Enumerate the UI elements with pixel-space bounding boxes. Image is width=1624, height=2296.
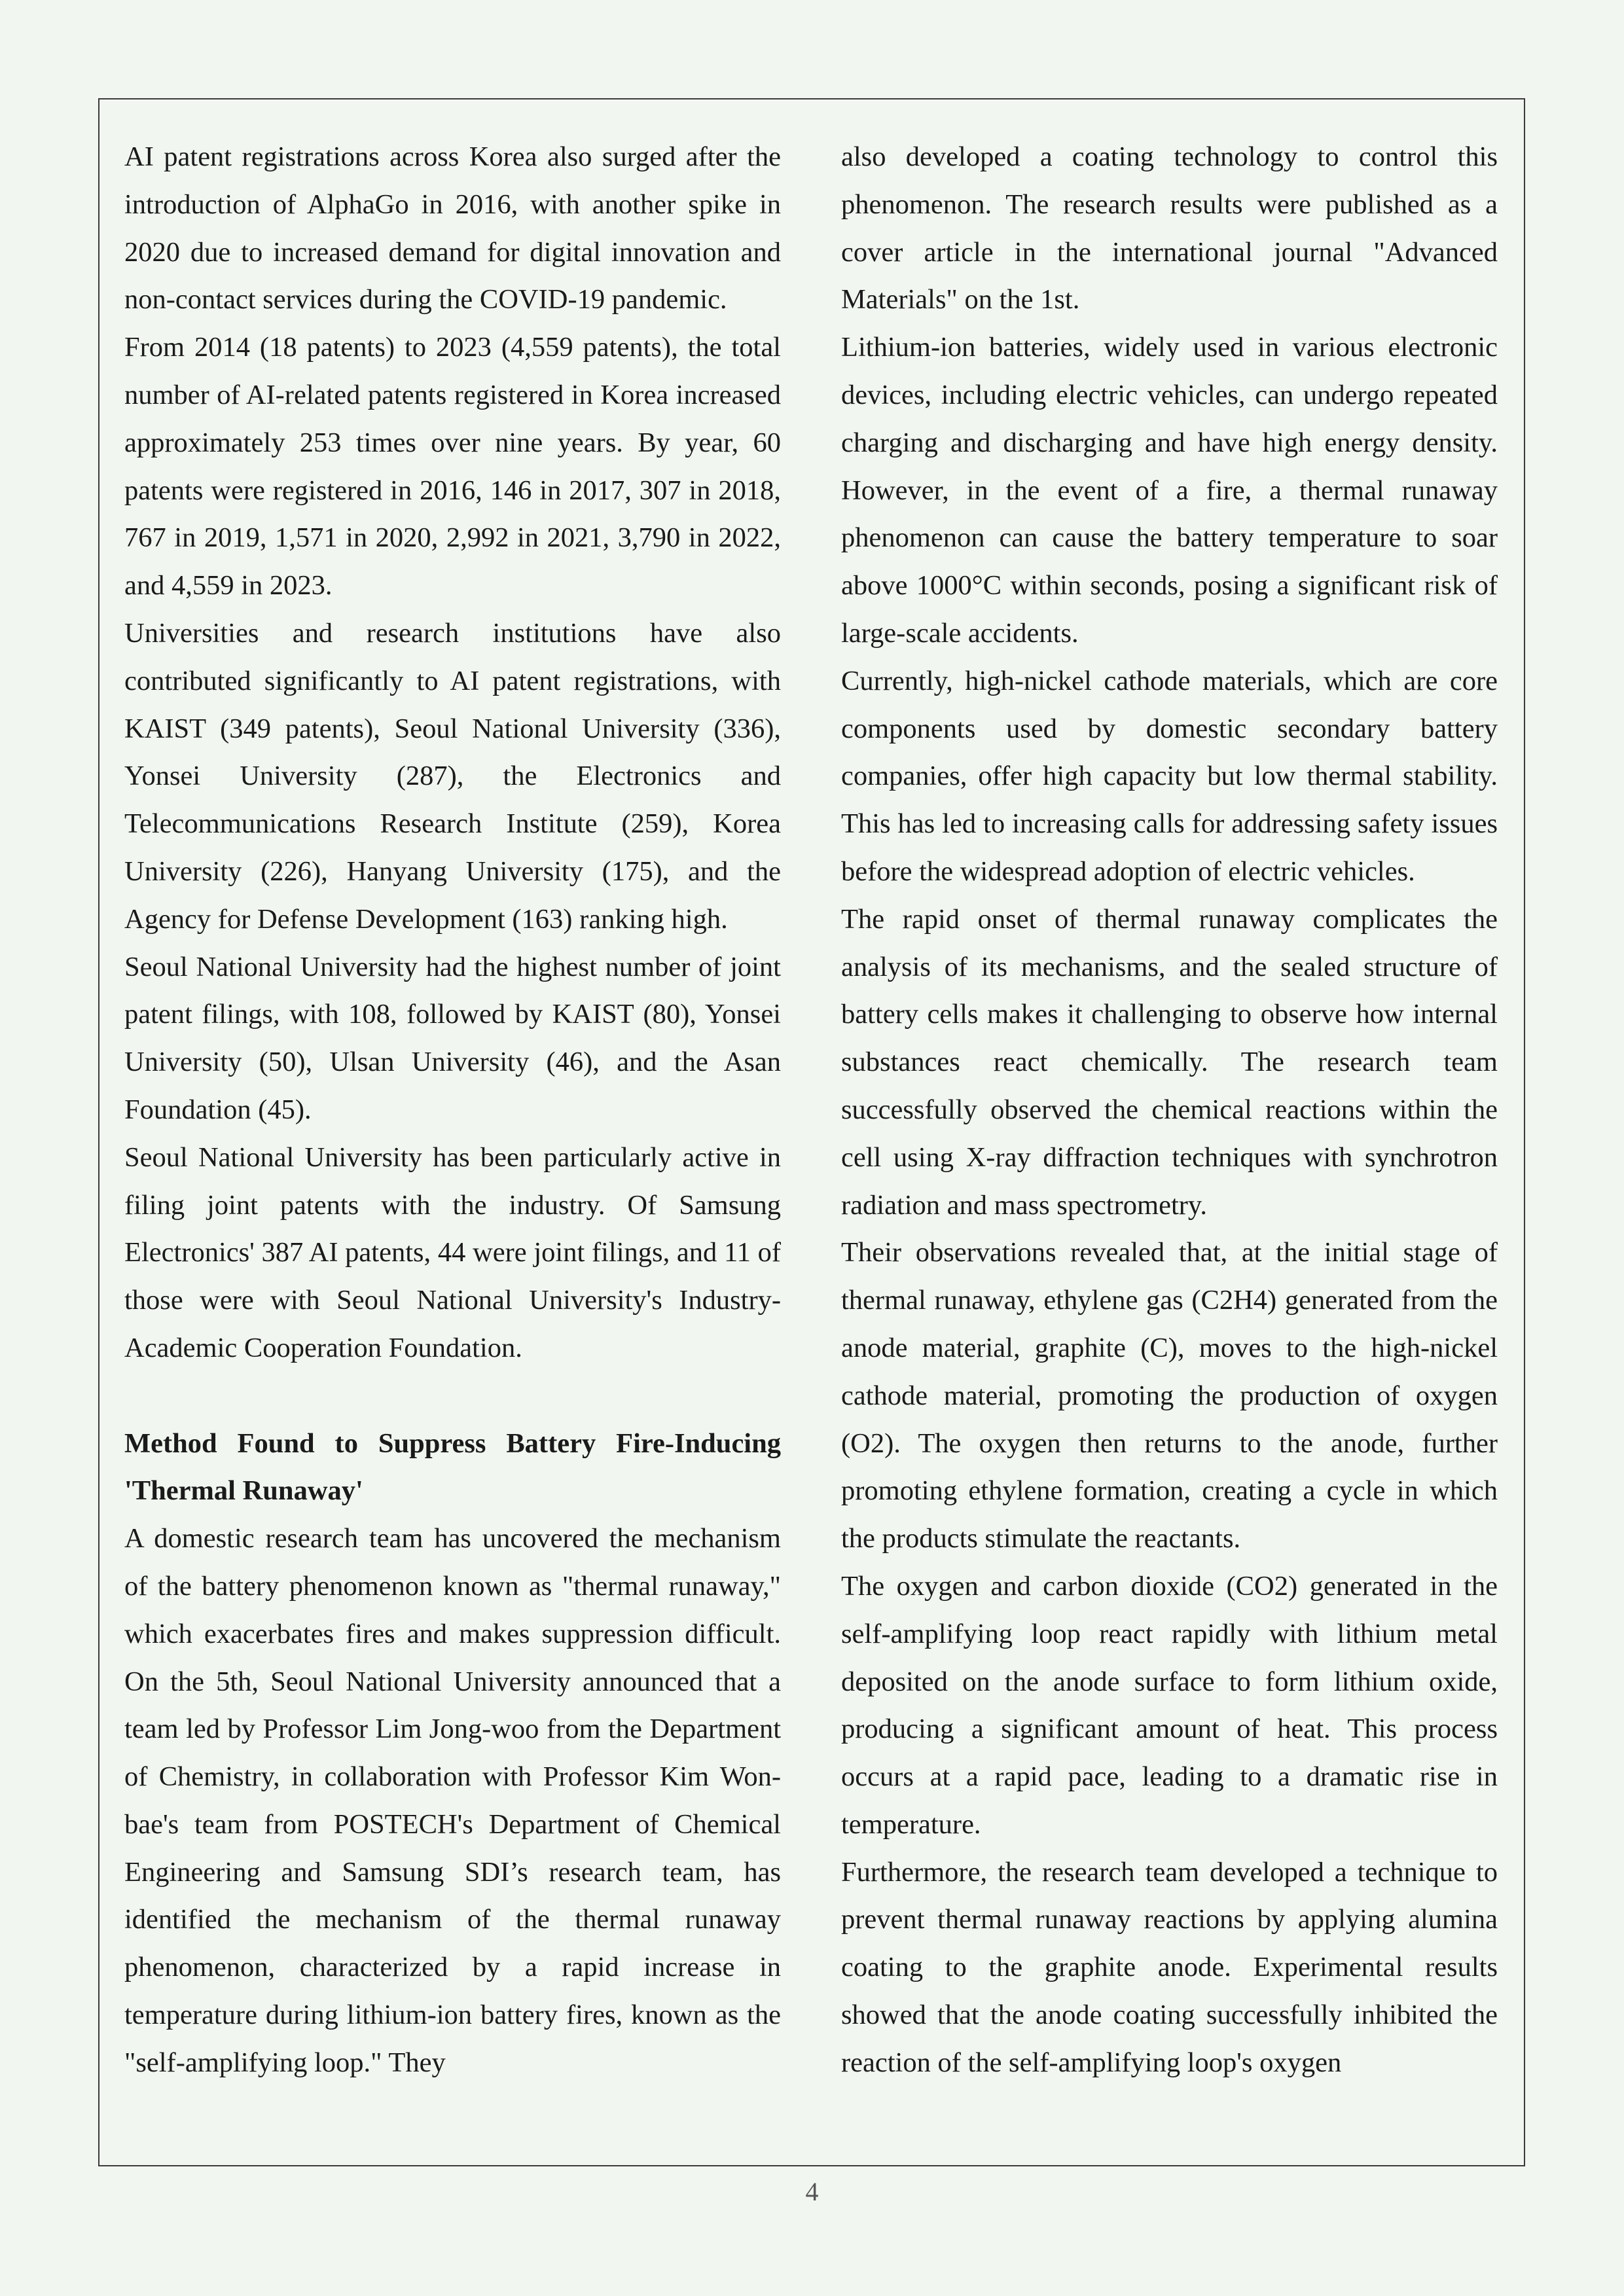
paragraph-thermal-runaway-intro: A domestic research team has uncovered the mechanism of the battery phenomenon known as "thermal runaway," which exacerbates fires and makes suppression difficult. On the 5th, Seoul National University announced that a team led by Professor Lim Jong-woo from the Department of Chemistry, in collaboration with Professor Kim Won-bae's team from POSTECH's Department of Chemical Engineering and Samsung SDI’s research team, has identified the mechanism of the thermal runaway phenomenon, characterized by a rapid increase in temperature during lithium-ion battery fires, known as the "self-amplifying loop." They [124, 1523, 781, 2078]
right-column [841, 134, 1498, 2087]
paragraph-ai-patents-surge: AI patent registrations across Korea also surged after the introduction of AlphaGo in 2016, with another spike in 2020 due to increased demand for digital innovation and non-contact services during the COVID-19 pandemic. [124, 141, 781, 315]
paragraph-alumina-coating: Furthermore, the research team developed a technique to prevent thermal runaway reactions by applying alumina coating to the graphite anode. Experimental results showed that the anode coating successfully inhibited the reaction of the self-amplifying loop's oxygen [841, 1856, 1498, 2078]
paragraph-observation-method: The rapid onset of thermal runaway complicates the analysis of its mechanisms, and the sealed structure of battery cells makes it challenging to observe how internal substances react chemically. The research team successfully observed the chemical reactions within the cell using X-ray diffraction techniques with synchrotron radiation and mass spectrometry. [841, 903, 1498, 1221]
paragraph-high-nickel-cathode: Currently, high-nickel cathode materials, which are core components used by domestic secondary battery companies, offer high capacity but low thermal stability. This has led to increasing calls for addressing safety issues before the widespread adoption of electric vehicles. [841, 665, 1498, 887]
paragraph-lithium-ion-risk: Lithium-ion batteries, widely used in various electronic devices, including electric vehicles, can undergo repeated charging and discharging and have high energy density. However, in the event of a fire, a thermal runaway phenomenon can cause the battery temperature to soar above 1000°C within seconds, posing a significant risk of large-scale accidents. [841, 332, 1498, 649]
page-number: 4 [805, 2177, 819, 2206]
paragraph-joint-filings: Seoul National University had the highest number of joint patent filings, with 108, followed by KAIST (80), Yonsei University (50), Ulsan University (46), and the Asan Foundation (45). [124, 951, 781, 1125]
left-column [124, 134, 781, 2087]
paragraph-lithium-oxide-heat: The oxygen and carbon dioxide (CO2) generated in the self-amplifying loop react rapidly with lithium metal deposited on the anode surface to form lithium oxide, producing a significant amount of heat. This process occurs at a rapid pace, leading to a dramatic rise in temperature. [841, 1570, 1498, 1840]
page-frame [98, 98, 1525, 2166]
paragraph-patent-growth: From 2014 (18 patents) to 2023 (4,559 patents), the total number of AI-related patents registered in Korea increased approximately 253 times over nine years. By year, 60 patents were registered in 2016, 146 in 2017, 307 in 2018, 767 in 2019, 1,571 in 2020, 2,992 in 2021, 3,790 in 2022, and 4,559 in 2023. [124, 332, 781, 601]
paragraph-snu-industry: Seoul National University has been particularly active in filing joint patents with the industry. Of Samsung Electronics' 387 AI patents, 44 were joint filings, and 11 of those were with Seoul National University's Industry-Academic Cooperation Foundation. [124, 1141, 781, 1363]
article-heading: Method Found to Suppress Battery Fire-Inducing 'Thermal Runaway' [124, 1427, 781, 1507]
section-spacer [124, 1372, 781, 1420]
paragraph-coating-publication: also developed a coating technology to control this phenomenon. The research results were published as a cover article in the international journal "Advanced Materials" on the 1st. [841, 141, 1498, 315]
paragraph-ethylene-cycle: Their observations revealed that, at the initial stage of thermal runaway, ethylene gas (C2H4) generated from the anode material, graphite (C), moves to the high-nickel cathode material, promoting the production of oxygen (O2). The oxygen then returns to the anode, further promoting ethylene formation, creating a cycle in which the products stimulate the reactants. [841, 1237, 1498, 1554]
paragraph-universities-ranking: Universities and research institutions have also contributed significantly to AI patent registrations, with KAIST (349 patents), Seoul National University (336), Yonsei University (287), the Electronics and Telecommunications Research Institute (259), Korea University (226), Hanyang University (175), and the Agency for Defense Development (163) ranking high. [124, 617, 781, 935]
